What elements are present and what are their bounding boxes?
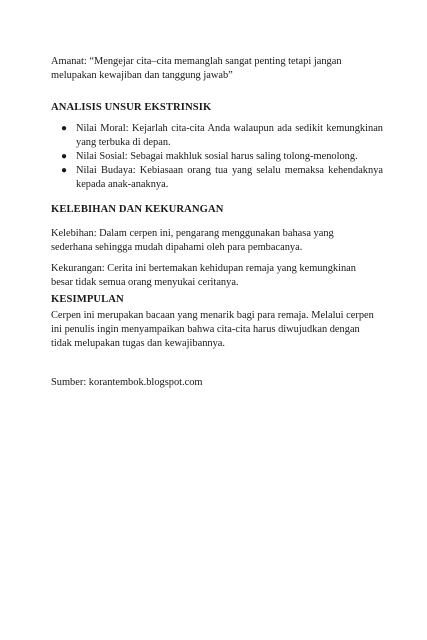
- bullet-icon: ●: [61, 151, 68, 162]
- heading-kelebihan-kekurangan: KELEBIHAN DAN KEKURANGAN: [51, 204, 224, 215]
- list-item: [61, 150, 383, 164]
- list-item-text: Nilai Sosial: Sebagai makhluk sosial harus saling tolong-menolong.: [76, 151, 358, 162]
- source-line: Sumber: korantembok.blogspot.com: [51, 377, 203, 388]
- ekstrinsik-list: [61, 122, 383, 192]
- heading-kesimpulan: KESIMPULAN: [51, 294, 124, 305]
- kelebihan-paragraph: Kelebihan: Dalam cerpen ini, pengarang menggunakan bahasa yang sederhana sehingga mudah dipahami oleh para pembacanya.: [51, 228, 334, 253]
- kesimpulan-paragraph: Cerpen ini merupakan bacaan yang menarik bagi para remaja. Melalui cerpen ini penulis ingin menyampaikan bahwa cita-cita harus diwujudkan dengan tidak melupakan tugas dan kewajibannya.: [51, 310, 374, 349]
- list-item: [61, 122, 383, 150]
- kekurangan-paragraph: Kekurangan: Cerita ini bertemakan kehidupan remaja yang kemungkinan besar tidak semua orang menyukai ceritanya.: [51, 263, 356, 288]
- list-item-text: Nilai Moral: Kejarlah cita-cita Anda walaupun ada sedikit kemungkinan yang terbuka di depan.: [76, 123, 383, 148]
- bullet-icon: ●: [61, 165, 68, 176]
- heading-ekstrinsik: ANALISIS UNSUR EKSTRINSIK: [51, 102, 212, 113]
- list-item-text: Nilai Budaya: Kebiasaan orang tua yang selalu memaksa kehendaknya kepada anak-anaknya.: [76, 165, 383, 190]
- list-item: [61, 164, 383, 192]
- amanat-paragraph: Amanat: “Mengejar cita–cita memanglah sangat penting tetapi jangan melupakan kewajiban dan tanggung jawab”: [51, 56, 342, 81]
- bullet-icon: ●: [61, 123, 68, 134]
